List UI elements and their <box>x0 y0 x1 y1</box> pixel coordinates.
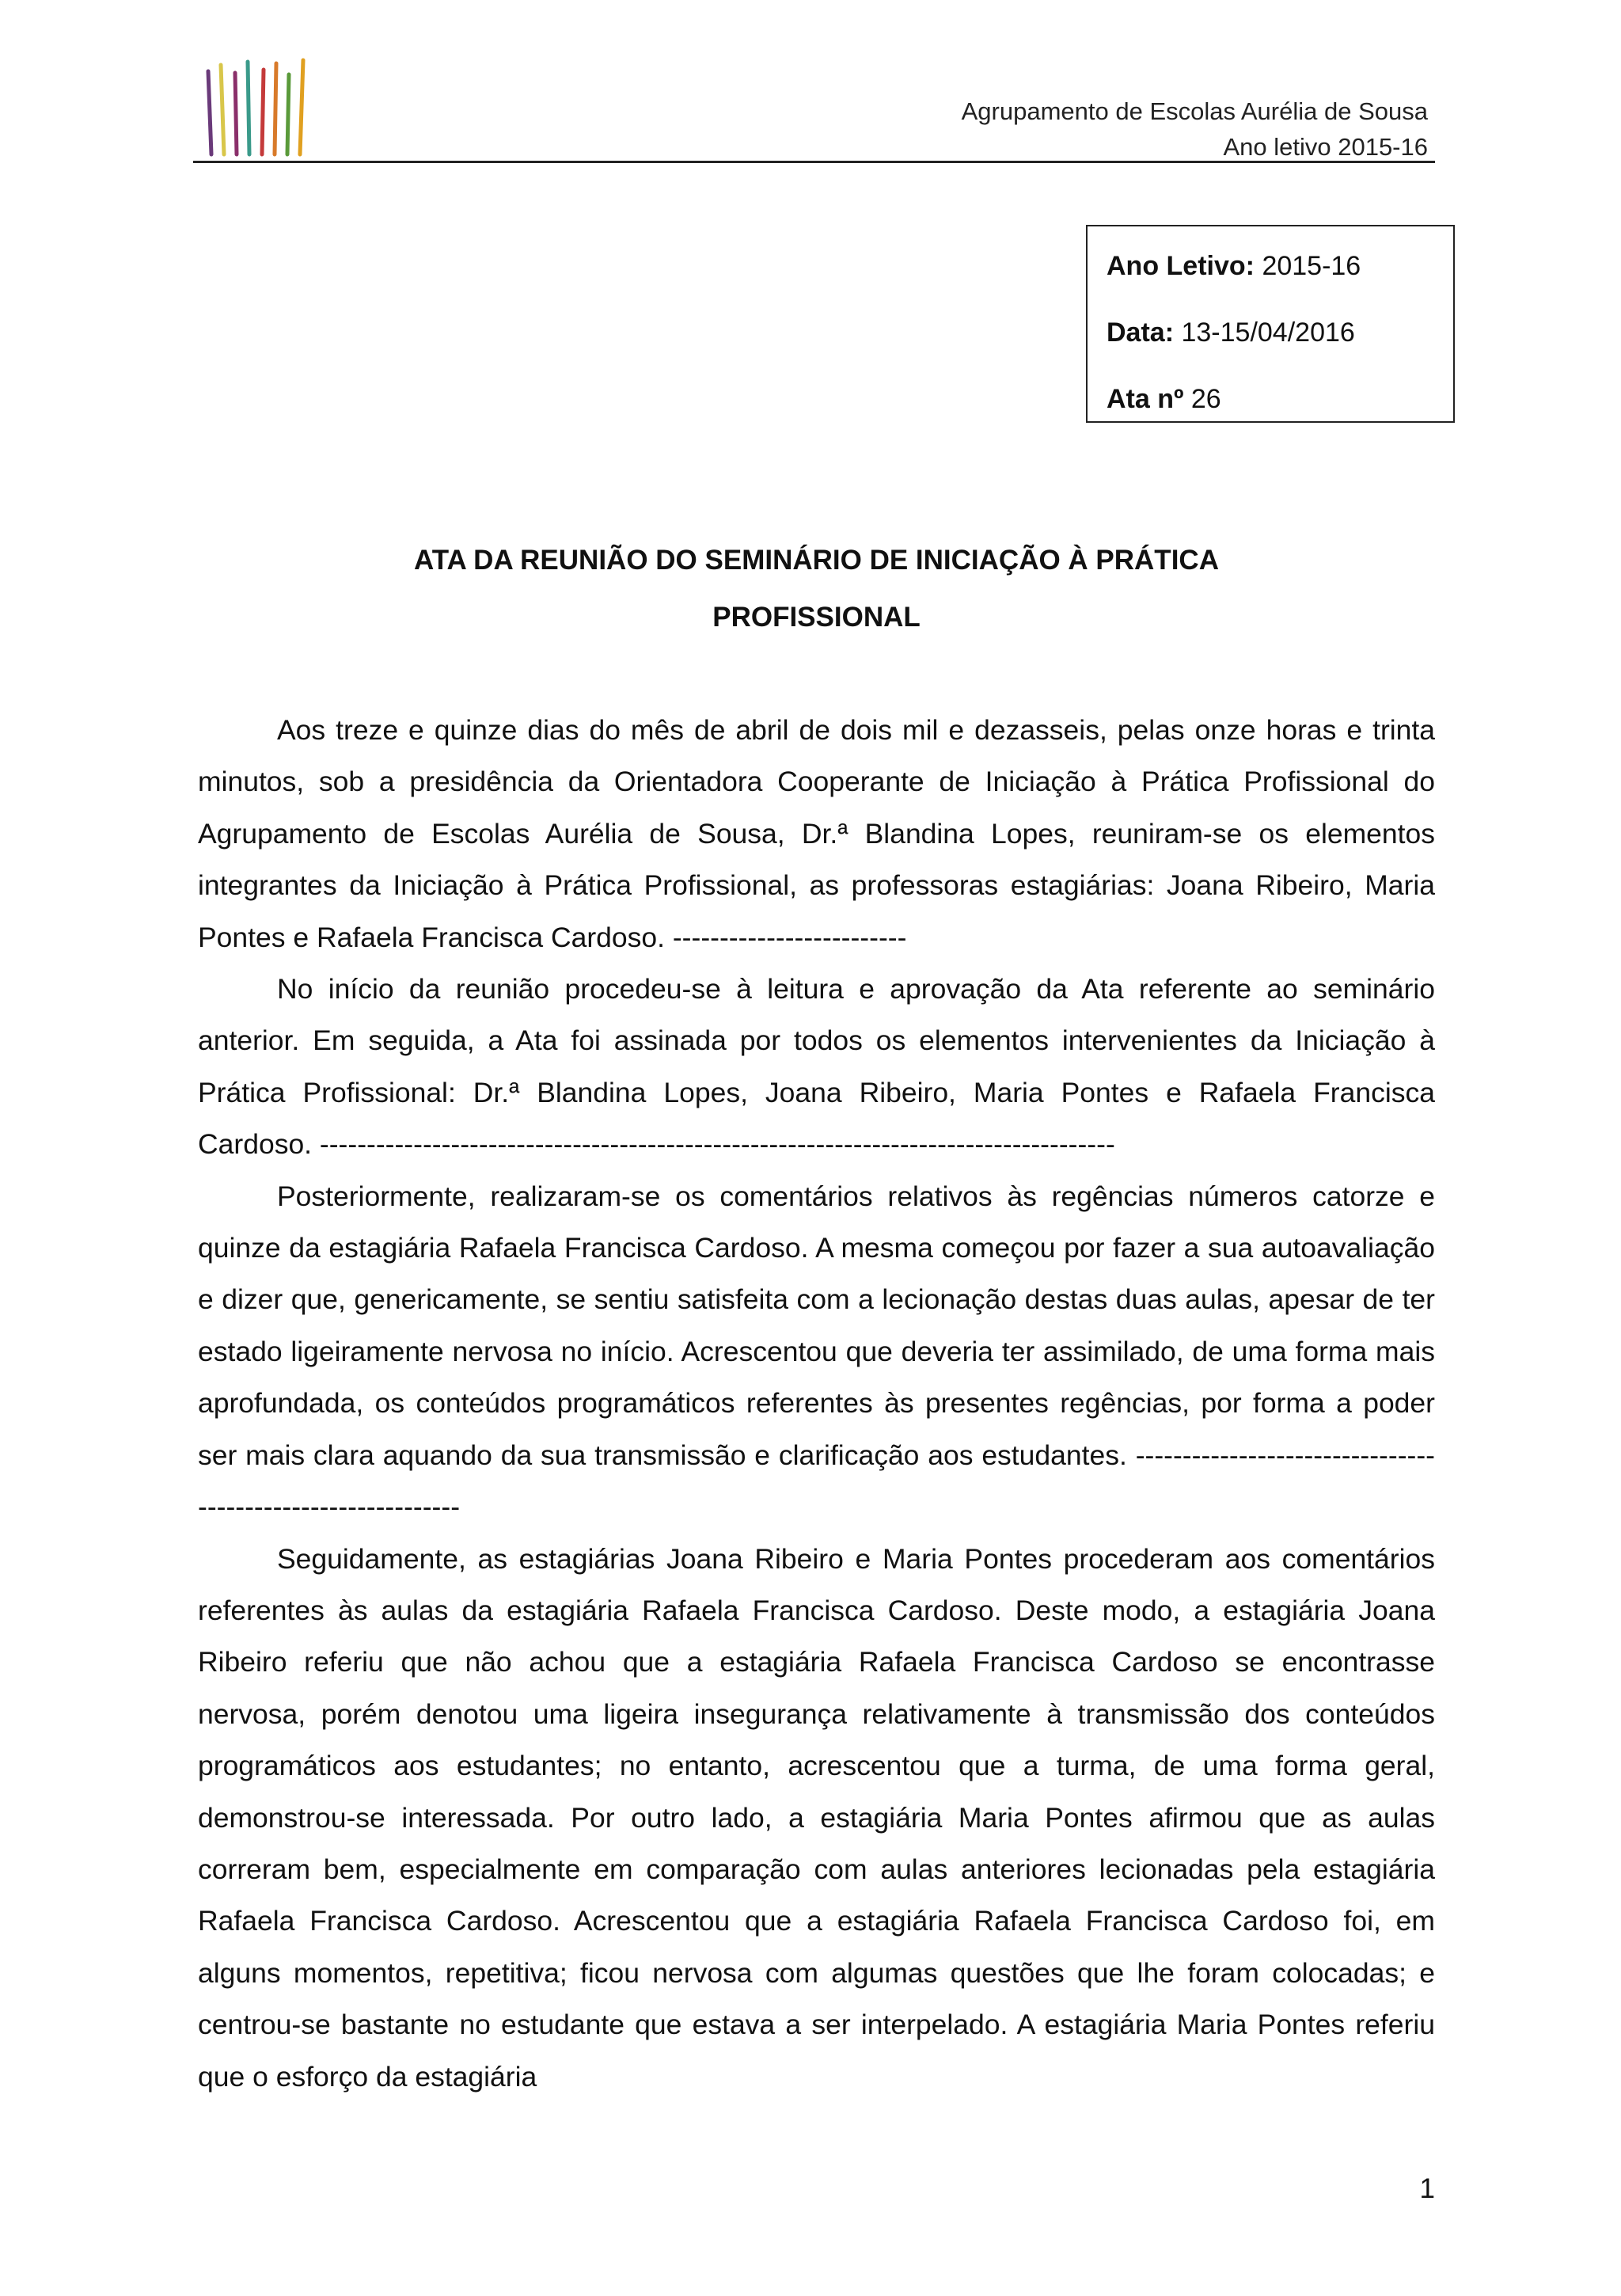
minutes-value: 26 <box>1190 384 1221 414</box>
header-school-name: Agrupamento de Escolas Aurélia de Sousa <box>961 97 1428 125</box>
page-header <box>962 93 1428 165</box>
title-line-1: ATA DA REUNIÃO DO SEMINÁRIO DE INICIAÇÃO À PRÁTICA <box>414 545 1219 576</box>
logo-stroke <box>300 60 303 154</box>
logo-stroke <box>275 63 276 154</box>
title-line-2: PROFISSIONAL <box>712 602 921 633</box>
date-value: 13-15/04/2016 <box>1181 317 1355 348</box>
body-paragraph: Seguidamente, as estagiárias Joana Ribeiro e Maria Pontes procederam aos comentários referentes às aulas da estagiária Rafaela Francisca Cardoso. Deste modo, a estagiária Joana Ribeiro referiu que não achou que a estagiária Rafaela Francisca Cardoso se encontrasse nervosa, porém denotou uma ligeira insegurança relativamente à transmissão dos conteúdos programáticos aos estudantes; no entanto, acrescentou que a turma, de uma forma geral, demonstrou-se interessada. Por outro lado, a estagiária Maria Pontes afirmou que as aulas correram bem, especialmente em comparação com aulas anteriores lecionadas pela estagiária Rafaela Francisca Cardoso. Acrescentou que a estagiária Rafaela Francisca Cardoso foi, em alguns momentos, repetitiva; ficou nervosa com algumas questões que lhe foram colocadas; e centrou-se bastante no estudante que estava a ser interpelado. A estagiária Maria Pontes referiu que o esforço da estagiária <box>198 1542 1435 2093</box>
body-paragraph: Posteriormente, realizaram-se os comentários relativos às regências números catorze e quinze da estagiária Rafaela Francisca Cardoso. A mesma começou por fazer a sua autoavaliação e dizer que, genericamente, se sentiu satisfeita com a lecionação destas duas aulas, apesar de ter estado ligeiramente nervosa no início. Acrescentou que deveria ter assimilado, de uma forma mais aprofundada, os conteúdos programáticos referentes às presentes regências, por forma a poder ser mais clara aquando da sua transmissão e clarificação aos estudantes. ------------------------------------------------------------ <box>198 1180 1435 1523</box>
school-logo <box>202 55 313 158</box>
logo-stroke <box>262 70 264 154</box>
info-row-minutes-number <box>1107 371 1434 437</box>
meeting-info-box <box>1086 225 1455 423</box>
date-label: Data: <box>1107 317 1175 348</box>
body-paragraph: No início da reunião procedeu-se à leitura e aprovação da Ata referente ao seminário anterior. Em seguida, a Ata foi assinada por todos os elementos intervenientes da Iniciação à Prática Profissional: Dr.ª Blandina Lopes, Joana Ribeiro, Maria Pontes e Rafaela Francisca Cardoso. ------------------------------------------------------------------------------------- <box>198 973 1435 1161</box>
body-paragraph: Aos treze e quinze dias do mês de abril de dois mil e dezasseis, pelas onze horas e trinta minutos, sob a presidência da Orientadora Cooperante de Iniciação à Prática Profissional do Agrupamento de Escolas Aurélia de Sousa, Dr.ª Blandina Lopes, reuniram-se os elementos integrantes da Iniciação à Prática Profissional, as professoras estagiárias: Joana Ribeiro, Maria Pontes e Rafaela Francisca Cardoso. ------------------------- <box>198 714 1435 953</box>
year-value: 2015-16 <box>1262 251 1361 281</box>
page-number: 1 <box>1419 2173 1435 2204</box>
header-school-year: Ano letivo 2015-16 <box>1223 133 1428 161</box>
logo-stroke <box>287 74 289 154</box>
document-body <box>198 705 1435 2103</box>
info-row-date <box>1107 304 1434 371</box>
document-title <box>198 532 1435 646</box>
year-label: Ano Letivo: <box>1107 251 1255 281</box>
header-divider <box>193 161 1435 163</box>
minutes-label: Ata nº <box>1107 384 1184 414</box>
logo-stroke <box>208 71 211 154</box>
logo-stroke <box>221 65 224 154</box>
info-row-year <box>1107 238 1434 304</box>
logo-stroke <box>235 73 237 154</box>
logo-stroke <box>248 62 249 154</box>
